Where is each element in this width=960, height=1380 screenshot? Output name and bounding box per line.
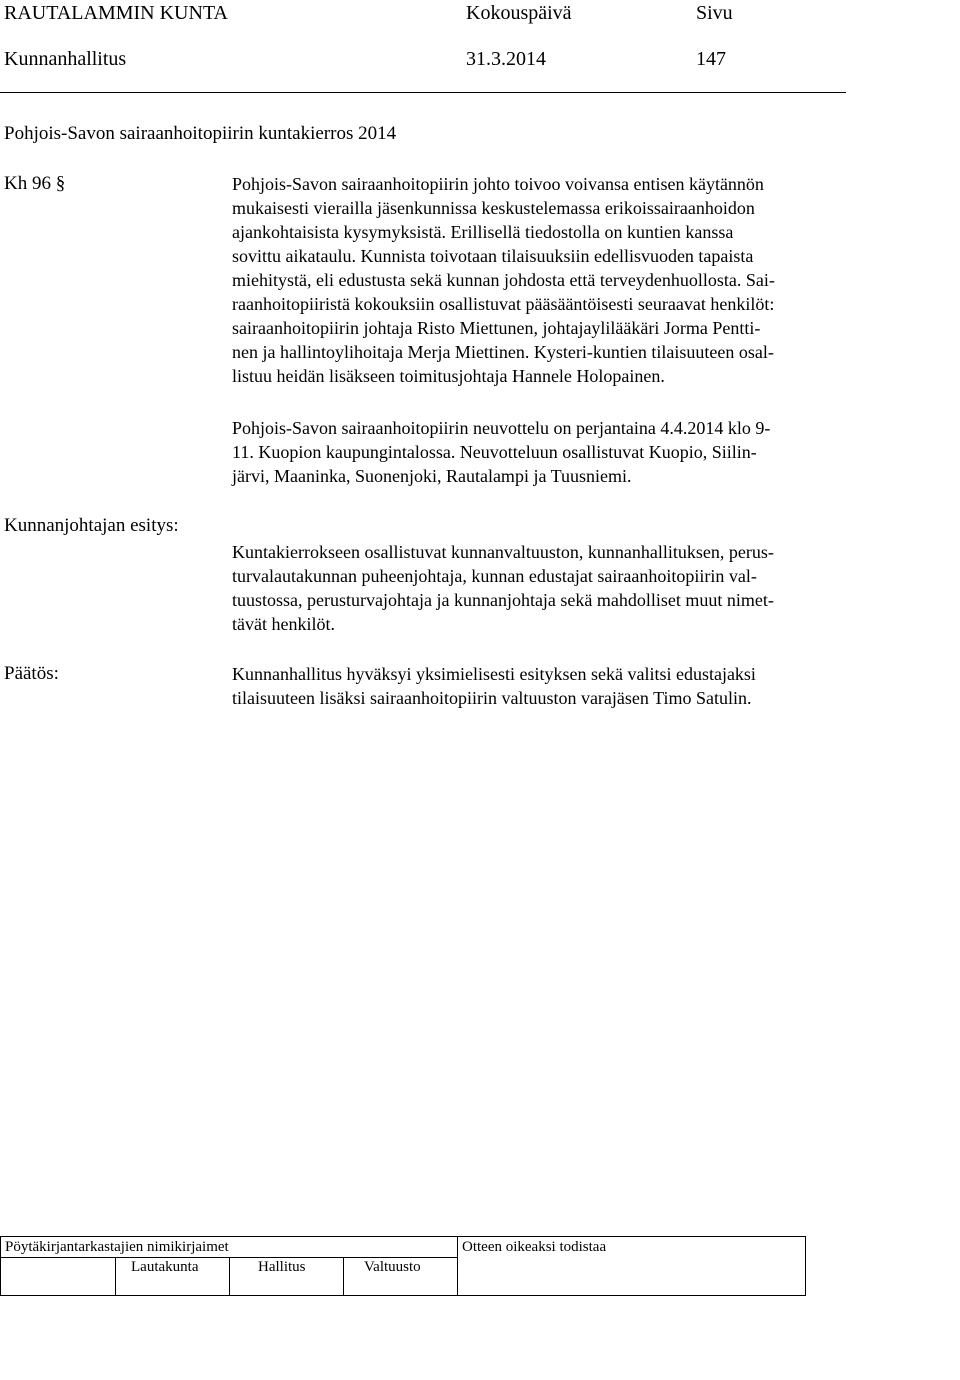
meeting-date-label: Kokouspäivä (466, 2, 572, 24)
column-divider (229, 1257, 230, 1295)
signature-footer (0, 1236, 960, 1296)
paragraph-line: ajankohtaisista kysymyksistä. Erillisellä tiedostolla on kuntien kanssa (232, 222, 734, 242)
paragraph-line: mukaisesti vierailla jäsenkunnissa keskustelemassa erikoissairaanhoidon (232, 198, 755, 218)
paragraph-line: tävät henkilöt. (232, 614, 335, 634)
paragraph-line: nen ja hallintoylihoitaja Merja Miettinen. Kysteri-kuntien tilaisuuteen osal- (232, 342, 774, 362)
paragraph-line: Kunnanhallitus hyväksyi yksimielisesti esityksen sekä valitsi edustajaksi (232, 664, 756, 684)
municipality-name: RAUTALAMMIN KUNTA (4, 2, 229, 24)
column-label-hallitus: Hallitus (258, 1259, 306, 1275)
paragraph-line: sovittu aikataulu. Kunnista toivotaan tilaisuuksiin edellisvuoden tapaista (232, 246, 754, 266)
paragraph-line: raanhoitopiiristä kokouksiin osallistuvat pääsääntöisesti seuraavat henkilöt: (232, 294, 775, 314)
section-paragraph-1 (232, 172, 872, 388)
certified-label: Otteen oikeaksi todistaa (462, 1239, 607, 1255)
paragraph-line: tilaisuuteen lisäksi sairaanhoitopiirin valtuuston varajäsen Timo Satulin. (232, 688, 752, 708)
paragraph-line: Pohjois-Savon sairaanhoitopiirin neuvottelu on perjantaina 4.4.2014 klo 9- (232, 418, 771, 438)
column-divider (343, 1257, 344, 1295)
inspectors-label: Pöytäkirjantarkastajien nimikirjaimet (5, 1239, 229, 1255)
paragraph-line: turvalautakunnan puheenjohtaja, kunnan edustajat sairaanhoitopiirin val- (232, 566, 757, 586)
paragraph-line: Pohjois-Savon sairaanhoitopiirin johto toivoo voivansa entisen käytännön (232, 174, 764, 194)
page-label: Sivu (696, 2, 733, 24)
decision-text (232, 662, 872, 710)
meeting-date: 31.3.2014 (466, 48, 546, 70)
paragraph-line: miehitystä, eli edustusta sekä kunnan johdosta että terveydenhuollosta. Sai- (232, 270, 775, 290)
proposal-label: Kunnanjohtajan esitys: (4, 515, 179, 536)
proposal-text (232, 540, 872, 636)
certified-box (458, 1236, 806, 1296)
section-symbol: § (55, 173, 66, 194)
paragraph-line: listuu heidän lisäkseen toimitusjohtaja Hannele Holopainen. (232, 366, 665, 386)
page-number: 147 (696, 48, 726, 70)
paragraph-line: Kuntakierrokseen osallistuvat kunnanvaltuuston, kunnanhallituksen, perus- (232, 542, 774, 562)
header-divider (0, 92, 846, 93)
decision-label: Päätös: (4, 663, 59, 684)
page-title: Pohjois-Savon sairaanhoitopiirin kuntakierros 2014 (4, 123, 397, 144)
paragraph-line: järvi, Maaninka, Suonenjoki, Rautalampi ja Tuusniemi. (232, 466, 632, 486)
section-number-text: Kh 96 (4, 173, 51, 194)
column-label-valtuusto: Valtuusto (364, 1259, 421, 1275)
column-divider (115, 1257, 116, 1295)
paragraph-line: sairaanhoitopiirin johtaja Risto Miettunen, johtajaylilääkäri Jorma Pentti- (232, 318, 761, 338)
inspectors-box (0, 1236, 458, 1296)
paragraph-line: 11. Kuopion kaupungintalossa. Neuvotteluun osallistuvat Kuopio, Siilin- (232, 442, 757, 462)
section-number (4, 172, 65, 196)
body-name: Kunnanhallitus (4, 48, 127, 70)
column-label-lautakunta: Lautakunta (131, 1259, 199, 1275)
section-paragraph-2 (232, 416, 872, 488)
paragraph-line: tuustossa, perusturvajohtaja ja kunnanjohtaja sekä mahdolliset muut nimet- (232, 590, 774, 610)
